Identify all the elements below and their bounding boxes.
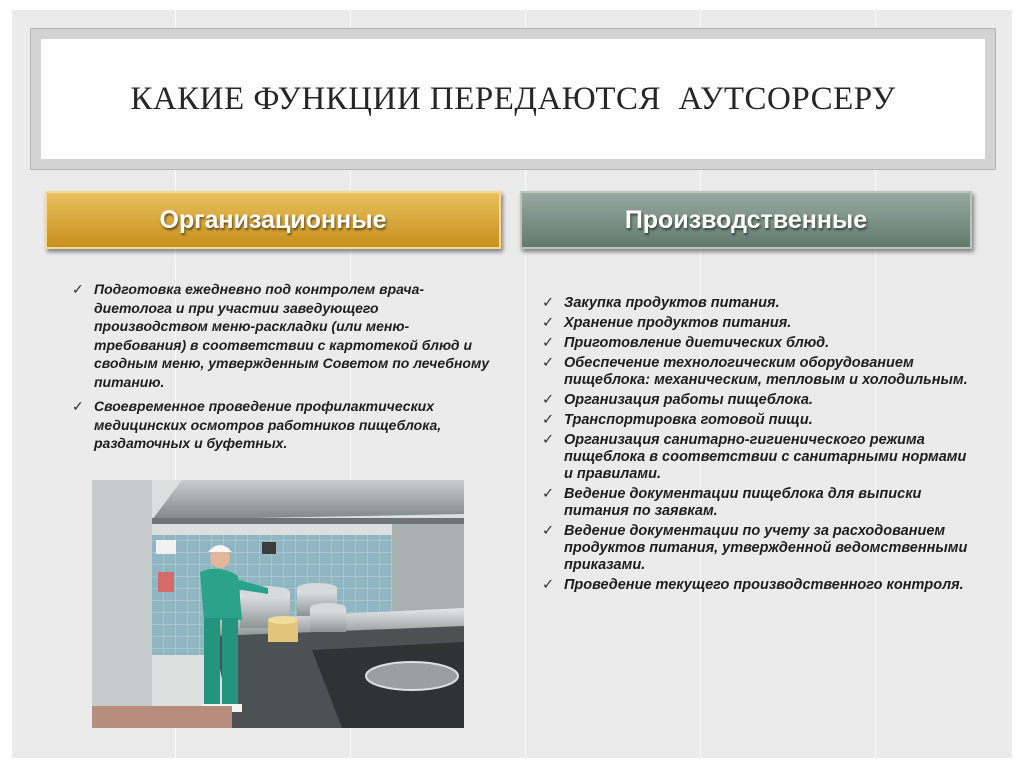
kitchen-illustration (92, 480, 464, 728)
title-panel (41, 39, 985, 159)
list-item: ✓ Организация работы пищеблока. (540, 392, 970, 409)
slide-title: КАКИЕ ФУНКЦИИ ПЕРЕДАЮТСЯ АУТСОРСЕРУ (130, 80, 896, 117)
list-item: ✓ Хранение продуктов питания. (540, 315, 970, 332)
production-list (540, 295, 970, 597)
slide (12, 10, 1012, 758)
list-item: ✓ Подготовка ежедневно под контролем врача-диетолога и при участии заведующего производством меню-раскладки (или меню-требования) в соответствии с картотекой блюд и сводным меню, утвержденным Советом по лечебному питанию. (70, 280, 490, 391)
list-item: ✓ Ведение документации пищеблока для выписки питания по заявкам. (540, 486, 970, 520)
list-item: ✓ Транспортировка готовой пищи. (540, 412, 970, 429)
organizational-list (70, 280, 490, 459)
list-item: ✓ Проведение текущего производственного контроля. (540, 577, 970, 594)
production-header: Производственные (520, 191, 972, 249)
organizational-header: Организационные (45, 191, 501, 249)
list-item: ✓ Обеспечение технологическим оборудованием пищеблока: механическим, тепловым и холодильным. (540, 355, 970, 389)
list-item: ✓ Ведение документации по учету за расходованием продуктов питания, утвержденной ведомственными приказами. (540, 523, 970, 574)
title-frame (30, 28, 996, 170)
list-item: ✓ Организация санитарно-гигиенического режима пищеблока в соответствии с санитарными нормами и правилами. (540, 432, 970, 483)
kitchen-photo (92, 480, 464, 728)
list-item: ✓ Своевременное проведение профилактических медицинских осмотров работников пищеблока, раздаточных и буфетных. (70, 397, 490, 453)
list-item: ✓ Закупка продуктов питания. (540, 295, 970, 312)
list-item: ✓ Приготовление диетических блюд. (540, 335, 970, 352)
